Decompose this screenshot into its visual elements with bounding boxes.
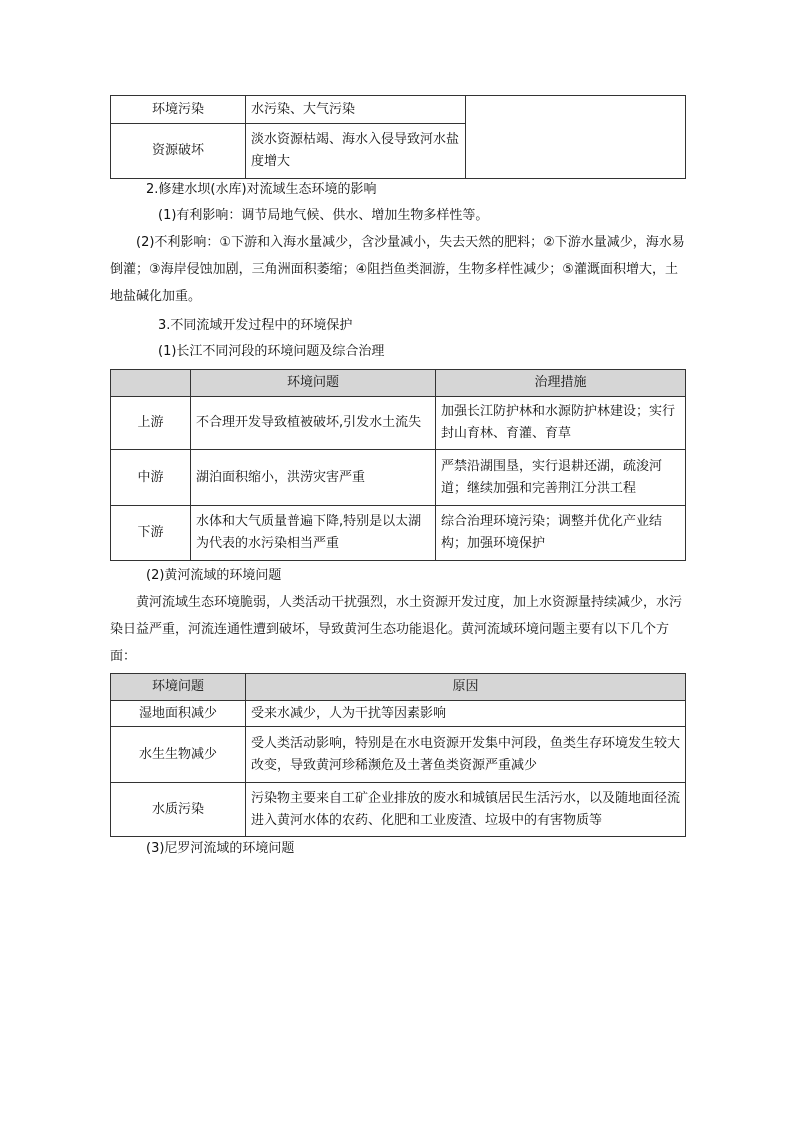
measure-cell: 加强长江防护林和水源防护林建设；实行封山育林、育灌、育草	[436, 397, 686, 450]
table-row	[111, 96, 686, 124]
table-yangtze	[110, 369, 686, 561]
problem-cell: 水体和大气质量普遍下降,特别是以太湖为代表的水污染相当严重	[191, 506, 436, 561]
measure-cell: 综合治理环境污染；调整并优化产业结构；加强环境保护	[436, 506, 686, 561]
issue-cell: 湿地面积减少	[111, 701, 246, 727]
section-cell: 中游	[111, 450, 191, 506]
table-yellow-river	[110, 673, 686, 837]
table-row	[111, 506, 686, 561]
subtitle-nile: (3)尼罗河流域的环境问题	[146, 841, 295, 856]
table-header-row	[111, 370, 686, 397]
cause-cell: 污染物主要来自工矿企业排放的废水和城镇居民生活污水，以及随地面径流进入黄河水体的农药、化肥和工业废渣、垃圾中的有害物质等	[246, 783, 686, 837]
problem-cell: 湖泊面积缩小，洪涝灾害严重	[191, 450, 436, 506]
issue-cell: 水生生物减少	[111, 727, 246, 783]
section-title-dam: 2.修建水坝(水库)对流域生态环境的影响	[146, 182, 377, 197]
issue-cell: 环境污染	[111, 96, 246, 124]
header-cell: 环境问题	[191, 370, 436, 397]
header-cell: 原因	[246, 674, 686, 701]
problem-cell: 不合理开发导致植被破坏,引发水土流失	[191, 397, 436, 450]
section-cell: 下游	[111, 506, 191, 561]
table-row	[111, 450, 686, 506]
header-cell	[111, 370, 191, 397]
table-row	[111, 727, 686, 783]
cause-cell: 受人类活动影响，特别是在水电资源开发集中河段，鱼类生存环境发生较大改变，导致黄河珍稀濒危及土著鱼类资源严重减少	[246, 727, 686, 783]
table-pollution	[110, 95, 686, 179]
table-row	[111, 397, 686, 450]
subtitle-yellow-river: (2)黄河流域的环境问题	[146, 568, 282, 583]
measure-cell: 严禁沿湖围垦，实行退耕还湖，疏浚河道；继续加强和完善荆江分洪工程	[436, 450, 686, 506]
section-cell: 上游	[111, 397, 191, 450]
detail-cell: 淡水资源枯竭、海水入侵导致河水盐度增大	[246, 124, 466, 179]
empty-cell	[466, 96, 686, 179]
paragraph-yellow-river: 黄河流域生态环境脆弱，人类活动干扰强烈，水土资源开发过度，加上水资源量持续减少，水污染日益严重，河流连通性遭到破坏，导致黄河生态功能退化。黄河流域环境问题主要有以下几个方面：	[110, 595, 683, 664]
cause-cell: 受来水减少，人为干扰等因素影响	[246, 701, 686, 727]
detail-cell: 水污染、大气污染	[246, 96, 466, 124]
table-row	[111, 783, 686, 837]
issue-cell: 资源破坏	[111, 124, 246, 179]
header-cell: 治理措施	[436, 370, 686, 397]
header-cell: 环境问题	[111, 674, 246, 701]
paragraph-harm: (2)不利影响：①下游和入海水量减少，含沙量减小，失去天然的肥料；②下游水量减少，海水易倒灌；③海岸侵蚀加剧，三角洲面积萎缩；④阻挡鱼类洄游，生物多样性减少；⑤灌溉面积增大，土地盐碱化加重。	[110, 235, 685, 304]
paragraph-benefit: (1)有利影响：调节局地气候、供水、增加生物多样性等。	[158, 208, 489, 223]
issue-cell: 水质污染	[111, 783, 246, 837]
table-header-row	[111, 674, 686, 701]
subtitle-yangtze: (1)长江不同河段的环境问题及综合治理	[158, 344, 385, 359]
table-row	[111, 701, 686, 727]
section-title-protection: 3.不同流域开发过程中的环境保护	[158, 318, 353, 333]
